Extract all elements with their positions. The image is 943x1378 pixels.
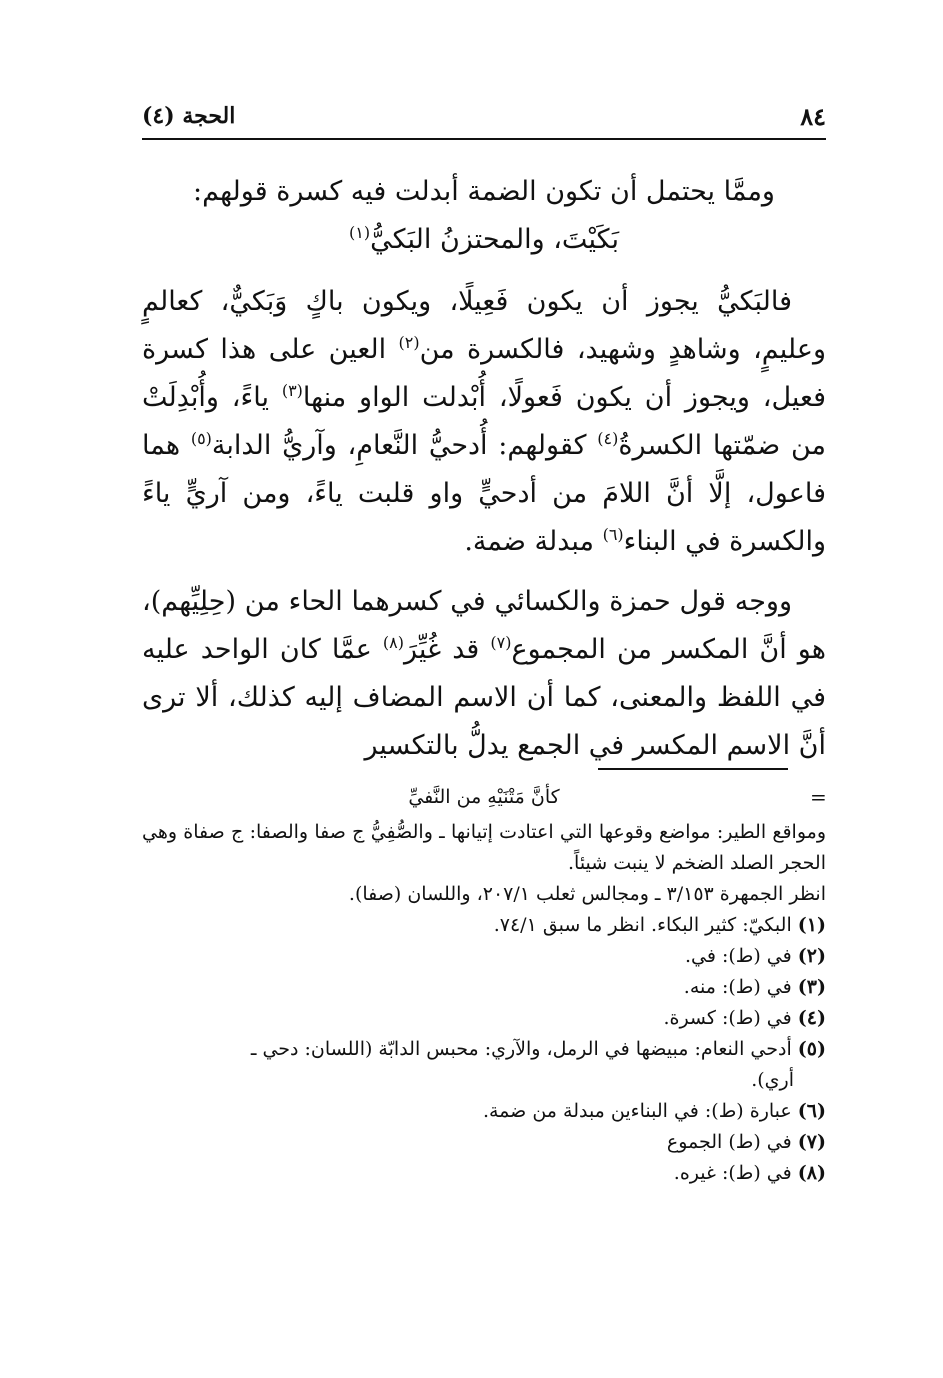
p1-text-f: مبدلة ضمة. (464, 526, 603, 557)
footnotes (142, 782, 826, 1189)
footnote-number: (٢) (797, 945, 826, 967)
footnote-5 (142, 1034, 826, 1065)
paragraph-2 (142, 578, 826, 770)
footnote-text: أدحي النعام: مبيضها في الرمل، والآري: محبس الدابّة (اللسان: دحي ـ (250, 1038, 792, 1060)
footnote-ref-5[interactable]: (٥) (190, 429, 212, 448)
footnote-ref-3[interactable]: (٣) (281, 381, 303, 400)
p2-text-a: ووجه قول حمزة والكسائي في كسرهما الحاء من (حِلِيِّهم)، هو أنَّ المكسر من المجموع (142, 586, 826, 665)
p1-text-a: فالبَكيُّ يجوز أن يكون فَعِيلًا، ويكون باكٍ وَبَكيٌّ، كعالمٍ وعليمٍ، وشاهدٍ وشهيد، فالكسرة من (142, 286, 826, 365)
footnote-6 (142, 1096, 826, 1127)
p1-text-d: كقولهم: أُدحيُّ النَّعامِ، وآريُّ الدابة (211, 430, 598, 461)
p2-text-c: عمَّا كان الواحد عليه في اللفظ والمعنى، كما أن الاسم المضاف إليه كذلك، ألا ترى أنَّ الاسم المكسر في الجمع يدلُّ بالتكسير (142, 634, 826, 761)
verse-line (142, 216, 826, 264)
footnote-text: في (ط): في. (684, 945, 792, 967)
footnote-number: (٦) (797, 1100, 826, 1122)
footnote-number: (٨) (797, 1162, 826, 1184)
footnote-4 (142, 1003, 826, 1034)
footnote-8 (142, 1158, 826, 1189)
footnote-7 (142, 1127, 826, 1158)
paragraph-1 (142, 278, 826, 566)
footnote-line-1: ومواقع الطير: مواضع وقوعها التي اعتادت إتيانها ـ والصُّفِيُّ ج صفا والصفا: ج صفاة وهي الحجر الصلد الضخم لا ينبت شيئاً. (142, 821, 826, 874)
footnote-2 (142, 941, 826, 972)
footnote-ref-2[interactable]: (٢) (398, 333, 420, 352)
p1-text-b: العين على هذا كسرة فعيل، ويجوز أن يكون فَعولًا، أُبْدلت الواو منها (142, 334, 826, 413)
p1-text-e: هما فاعول، إلَّا أنَّ اللامَ من أدحيٍّ واو قلبت ياءً، ومن آريٍّ ياءً والكسرة في البناء (142, 430, 826, 557)
footnote-line-2: انظر الجمهرة ٣/١٥٣ ـ ومجالس ثعلب ٢٠٧/١، واللسان (صفا). (348, 883, 826, 905)
footnote-3 (142, 972, 826, 1003)
footnote-ref-4[interactable]: (٤) (597, 429, 619, 448)
footnote-ref-1[interactable]: (١) (348, 223, 371, 242)
main-text (142, 168, 826, 782)
footnote-1 (142, 910, 826, 941)
footnote-ref-7[interactable]: (٧) (490, 633, 512, 652)
footnote-number: (٣) (797, 976, 826, 998)
footnote-5-continuation: أري). (751, 1069, 794, 1091)
footnote-ref-8[interactable]: (٨) (382, 633, 404, 652)
footnote-separator (598, 768, 788, 770)
footnote-text: في (ط) الجموع (666, 1131, 792, 1153)
book-title: الحجة (٤) (142, 103, 236, 129)
footnote-text: في (ط): كسرة. (663, 1007, 792, 1029)
footnote-text: في (ط): غيره. (673, 1162, 792, 1184)
footnote-ref-6[interactable]: (٦) (602, 525, 624, 544)
page-header (142, 96, 826, 136)
footnote-number: (٥) (797, 1038, 826, 1060)
verse-text: بَكَيْتَ، والمحتزنُ البَكيُّ (370, 224, 620, 255)
footnote-number: (١) (797, 914, 826, 936)
page-number: ٨٤ (800, 101, 826, 131)
footnote-number: (٧) (797, 1131, 826, 1153)
footnote-text: عبارة (ط): في البناءين مبدلة من ضمة. (482, 1100, 792, 1122)
footnote-number: (٤) (797, 1007, 826, 1029)
footnote-text: في (ط): منه. (683, 976, 792, 998)
p1-text-c: ياءً، وأُبْدِلَتْ من ضمّتها الكسرةُ (142, 382, 826, 461)
continuation-mark: = (810, 785, 827, 809)
footnote-verse: كأنَّ مَتْنَيْهِ من النَّفيِّ (408, 786, 560, 808)
verse-intro: وممَّا يحتمل أن تكون الضمة أبدلت فيه كسرة قولهم: (193, 176, 775, 207)
p2-text-b: قد غُيِّرَ (403, 634, 491, 665)
footnote-text: البكيّ: كثير البكاء. انظر ما سبق ٧٤/١. (493, 914, 792, 936)
header-rule (142, 138, 826, 140)
